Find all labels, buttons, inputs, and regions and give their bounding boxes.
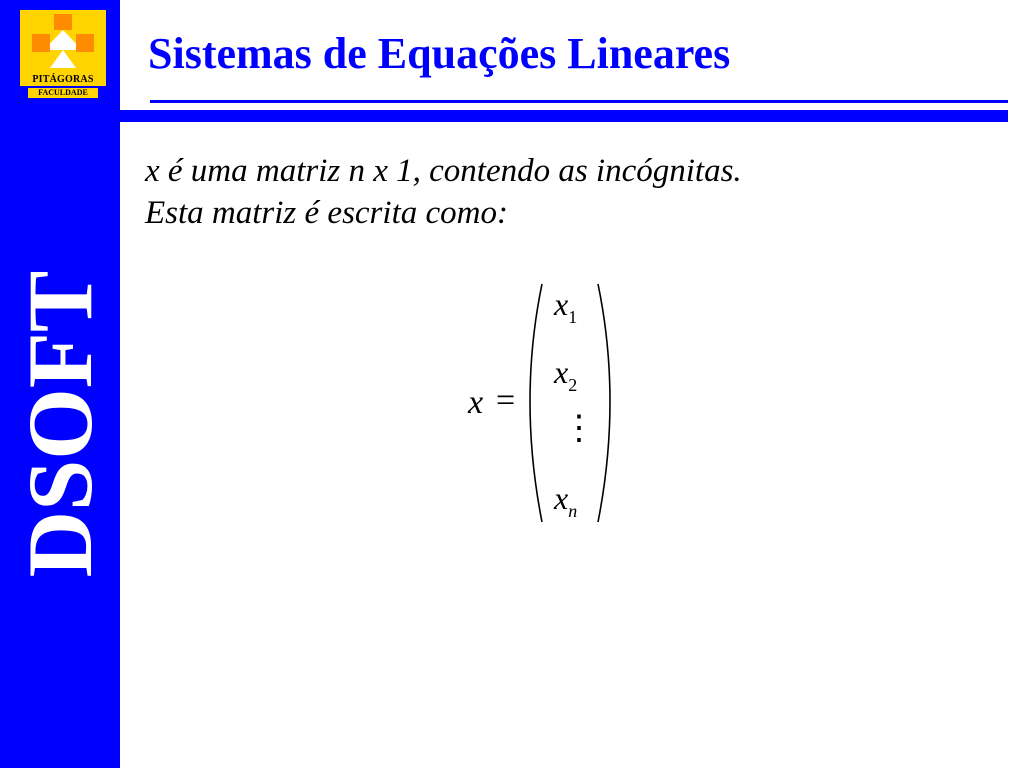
logo-text-faculdade: FACULDADE bbox=[28, 88, 98, 98]
matrix-entry-1-sub: 1 bbox=[568, 307, 578, 327]
equation-lhs: x bbox=[468, 384, 484, 421]
matrix-entry-n-base: x bbox=[554, 480, 569, 516]
body-line-2: Esta matriz é escrita como: bbox=[145, 195, 508, 231]
header-divider bbox=[26, 110, 1008, 122]
brand-vertical bbox=[0, 264, 120, 584]
brand-label: DSOFT bbox=[9, 270, 111, 578]
matrix-equation bbox=[460, 280, 630, 530]
matrix-entry-2-base: x bbox=[554, 354, 569, 390]
matrix-vdots: ⋮ bbox=[562, 410, 596, 447]
equation-equals: = bbox=[496, 382, 516, 419]
pitagoras-logo-emblem-icon bbox=[20, 10, 106, 74]
body-text bbox=[145, 150, 1015, 234]
matrix-parentheses bbox=[460, 280, 630, 530]
matrix-entry-1-base: x bbox=[554, 286, 569, 322]
right-parenthesis bbox=[598, 284, 610, 522]
matrix-entry-2-sub: 2 bbox=[568, 375, 578, 395]
logo-text-pitagoras: PITÁGORAS bbox=[20, 74, 106, 86]
left-parenthesis bbox=[530, 284, 542, 522]
page-title: Sistemas de Equações Lineares bbox=[148, 29, 731, 78]
body-line-1: x é uma matriz n x 1, contendo as incógnitas. bbox=[145, 153, 742, 189]
matrix-entry-2 bbox=[554, 354, 578, 395]
matrix-entry-1 bbox=[554, 286, 578, 327]
matrix-entry-n-sub: n bbox=[568, 501, 578, 521]
pitagoras-logo bbox=[20, 10, 106, 102]
matrix-entry-n bbox=[554, 480, 578, 521]
title-underline bbox=[150, 100, 1008, 103]
